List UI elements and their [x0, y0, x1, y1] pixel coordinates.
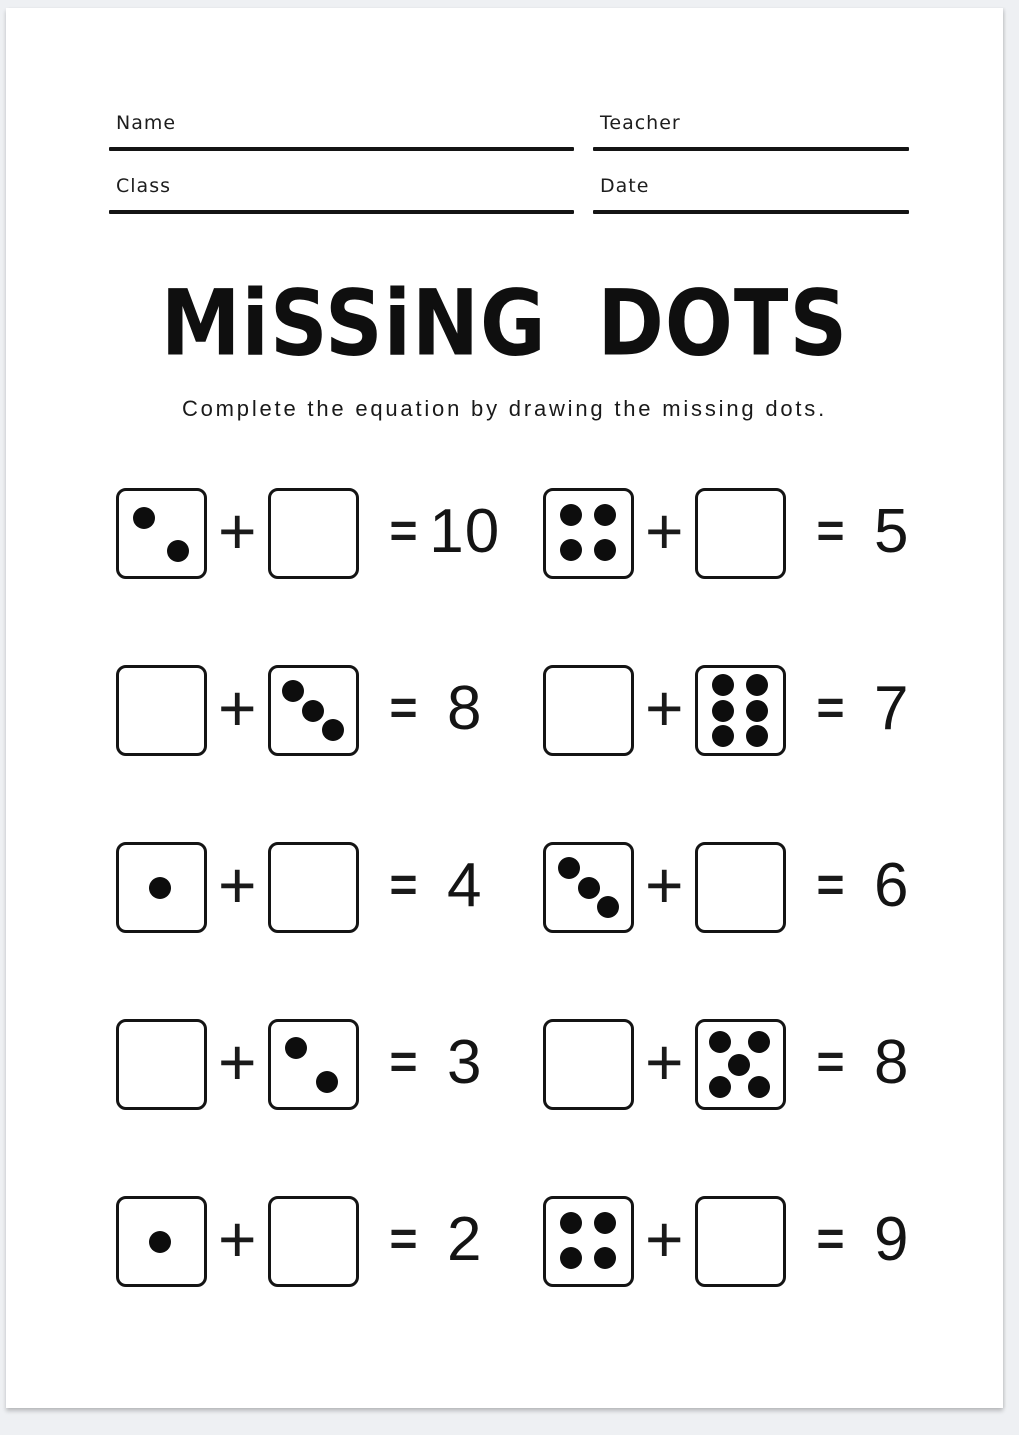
equals-sign: = [389, 681, 418, 735]
sum-value: 2 [447, 1205, 483, 1274]
answer-box[interactable] [543, 1019, 634, 1110]
sum-value: 3 [447, 1028, 483, 1097]
plus-sign: + [218, 670, 257, 745]
sum-value: 4 [447, 851, 483, 920]
given-die [116, 842, 207, 933]
die-pip [594, 504, 616, 526]
die-pip [149, 877, 171, 899]
teacher-input-line[interactable] [593, 147, 909, 151]
given-die [695, 665, 786, 756]
die-pip [746, 725, 768, 747]
given-die [268, 1019, 359, 1110]
page-subtitle: Complete the equation by drawing the missing dots. [181, 396, 828, 421]
equation-9 [116, 1196, 512, 1287]
answer-box[interactable] [695, 1196, 786, 1287]
sum-value: 9 [874, 1205, 910, 1274]
given-die [543, 1196, 634, 1287]
answer-box[interactable] [116, 1019, 207, 1110]
die-pip [560, 1247, 582, 1269]
die-pip [149, 1231, 171, 1253]
die-pip [748, 1076, 770, 1098]
answer-box[interactable] [268, 488, 359, 579]
given-die [543, 488, 634, 579]
equation-4 [543, 665, 939, 756]
given-die [268, 665, 359, 756]
die-pip [594, 1212, 616, 1234]
die-pip [302, 700, 324, 722]
plus-sign: + [645, 1201, 684, 1276]
name-label: Name [116, 112, 177, 134]
equals-sign: = [389, 504, 418, 558]
answer-box[interactable] [695, 488, 786, 579]
name-input-line[interactable] [109, 147, 574, 151]
answer-box[interactable] [268, 842, 359, 933]
header-fields [6, 112, 1003, 214]
plus-sign: + [645, 847, 684, 922]
equals-sign: = [389, 1212, 418, 1266]
die-pip [594, 1247, 616, 1269]
sum-value: 8 [874, 1028, 910, 1097]
plus-sign: + [645, 493, 684, 568]
equals-sign: = [816, 1212, 845, 1266]
teacher-label: Teacher [600, 112, 681, 134]
equation-7 [116, 1019, 512, 1110]
die-pip [746, 700, 768, 722]
given-die [543, 842, 634, 933]
answer-box[interactable] [543, 665, 634, 756]
die-pip [167, 540, 189, 562]
answer-box[interactable] [268, 1196, 359, 1287]
die-pip [322, 719, 344, 741]
teacher-field [593, 112, 909, 151]
die-pip [709, 1076, 731, 1098]
worksheet-page [6, 8, 1003, 1408]
plus-sign: + [218, 493, 257, 568]
equation-6 [543, 842, 939, 933]
plus-sign: + [645, 670, 684, 745]
plus-sign: + [218, 1201, 257, 1276]
equals-sign: = [389, 858, 418, 912]
die-pip [560, 1212, 582, 1234]
die-pip [594, 539, 616, 561]
equation-3 [116, 665, 512, 756]
equation-1 [116, 488, 512, 579]
die-pip [285, 1037, 307, 1059]
answer-box[interactable] [116, 665, 207, 756]
die-pip [712, 674, 734, 696]
sum-value: 10 [429, 497, 501, 566]
sum-value: 8 [447, 674, 483, 743]
die-pip [560, 539, 582, 561]
answer-box[interactable] [695, 842, 786, 933]
equals-sign: = [816, 504, 845, 558]
equals-sign: = [389, 1035, 418, 1089]
plus-sign: + [218, 847, 257, 922]
die-pip [709, 1031, 731, 1053]
die-pip [560, 504, 582, 526]
sum-value: 7 [874, 674, 910, 743]
given-die [695, 1019, 786, 1110]
equation-2 [543, 488, 939, 579]
sum-value: 5 [874, 497, 910, 566]
die-pip [748, 1031, 770, 1053]
problems-grid [6, 488, 1003, 1287]
equals-sign: = [816, 681, 845, 735]
date-input-line[interactable] [593, 210, 909, 214]
equation-8 [543, 1019, 939, 1110]
equals-sign: = [816, 1035, 845, 1089]
die-pip [712, 700, 734, 722]
die-pip [578, 877, 600, 899]
plus-sign: + [218, 1024, 257, 1099]
die-pip [597, 896, 619, 918]
equals-sign: = [816, 858, 845, 912]
die-pip [282, 680, 304, 702]
die-pip [133, 507, 155, 529]
die-pip [558, 857, 580, 879]
date-field [593, 175, 909, 214]
class-input-line[interactable] [109, 210, 574, 214]
die-pip [316, 1071, 338, 1093]
name-field [109, 112, 574, 151]
equation-5 [116, 842, 512, 933]
date-label: Date [600, 175, 650, 197]
given-die [116, 1196, 207, 1287]
die-pip [746, 674, 768, 696]
equation-10 [543, 1196, 939, 1287]
die-pip [712, 725, 734, 747]
sum-value: 6 [874, 851, 910, 920]
page-title: MiSSiNG DOTS [160, 270, 849, 377]
class-label: Class [116, 175, 171, 197]
class-field [109, 175, 574, 214]
given-die [116, 488, 207, 579]
die-pip [728, 1054, 750, 1076]
plus-sign: + [645, 1024, 684, 1099]
